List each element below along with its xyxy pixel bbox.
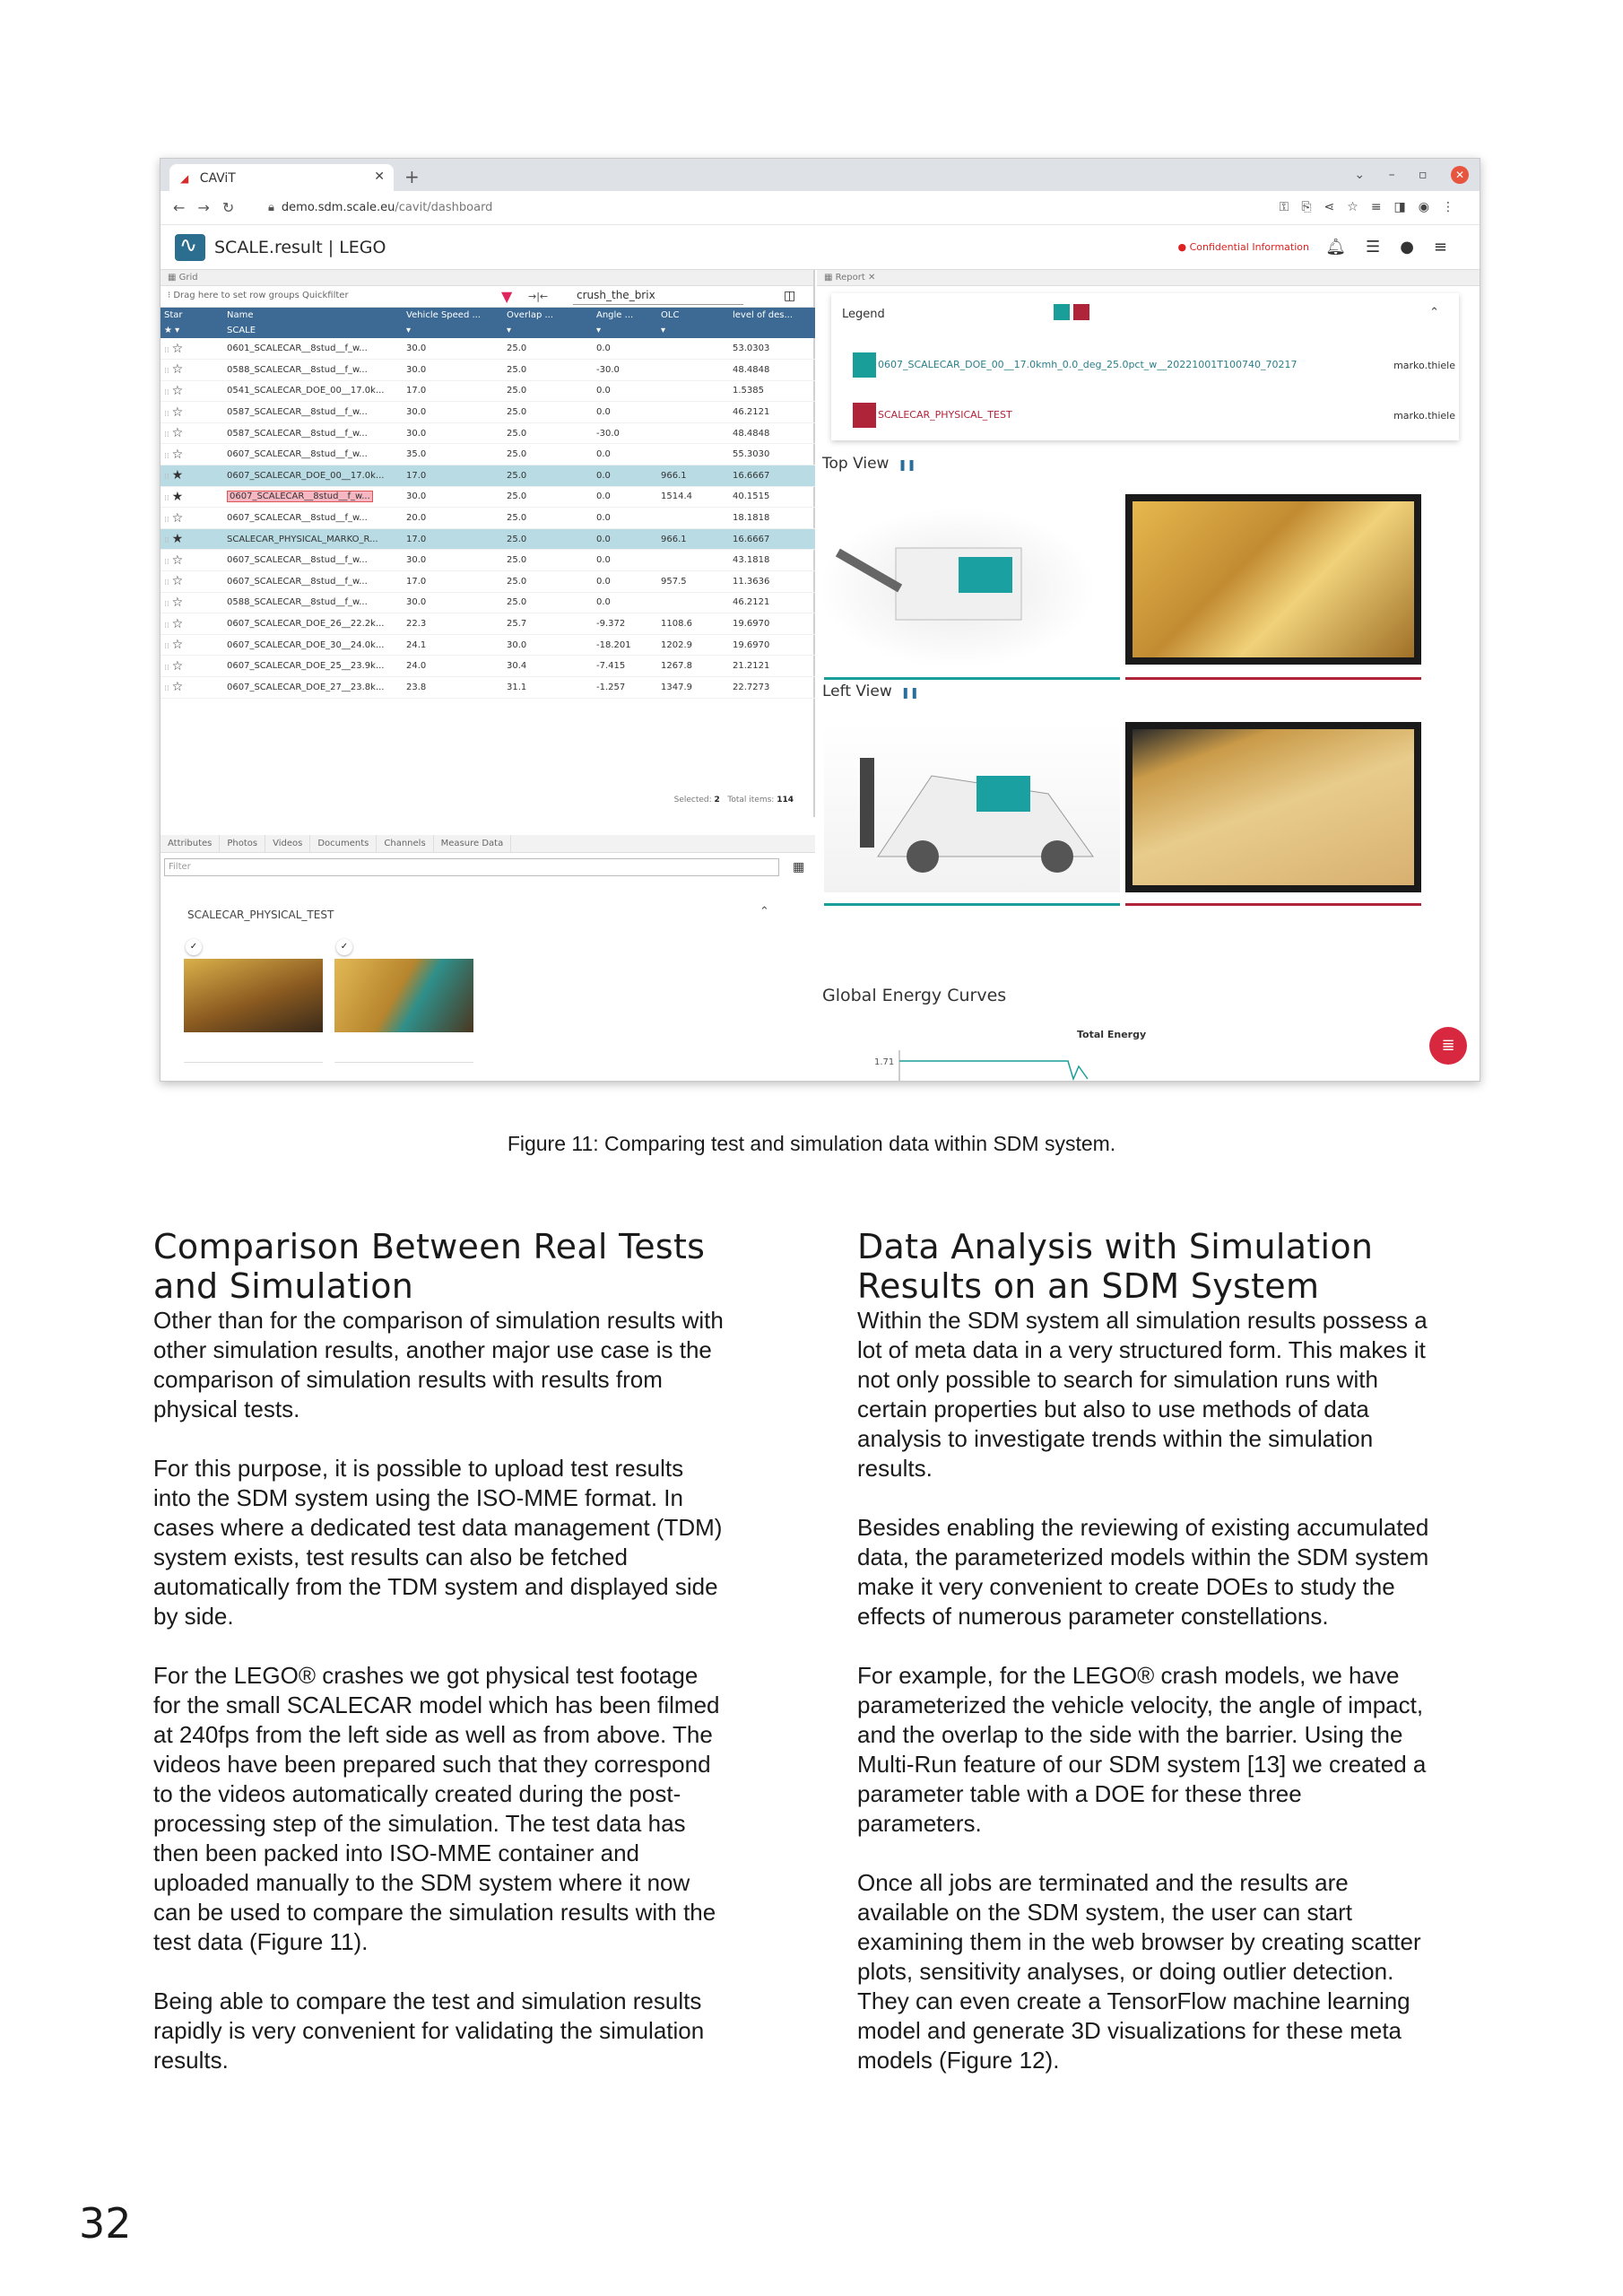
name-cell: 0607_SCALECAR__8stud__f_w... — [227, 449, 368, 460]
drag-handle-icon[interactable]: ⁞⁞ — [164, 599, 172, 609]
drag-handle-icon[interactable]: ⁞⁞ — [164, 430, 172, 440]
table-row[interactable] — [161, 656, 815, 677]
angle-cell: 0.0 — [596, 407, 611, 418]
name-cell: 0607_SCALECAR__8stud__f_w... — [227, 576, 368, 587]
angle-cell: 0.0 — [596, 449, 611, 460]
total-count: 114 — [777, 796, 794, 804]
url-field[interactable] — [268, 201, 492, 214]
olc-cell: 1108.6 — [661, 619, 692, 630]
drag-handle-icon[interactable]: ⁞⁞ — [164, 515, 172, 525]
angle-cell: -9.372 — [596, 619, 626, 630]
speed-cell: 30.0 — [406, 491, 427, 502]
star-outline-icon[interactable]: ☆ — [171, 552, 184, 568]
check-icon[interactable]: ✓ — [336, 939, 352, 955]
star-cell — [161, 571, 223, 593]
left-paragraph-3: For the LEGO® crashes we got physical test footage for the small SCALECAR model which has been filmed at 240fps from the left side as well as from above. The videos have been prepared such that they correspond to the videos automatically created during the post-processing step of the simulation. The test data has then been packed into ISO-MME container and uploaded manually to the SDM system where it now can be used to compare the simulation results with the test data (Figure 11). — [153, 1662, 720, 1955]
table-row[interactable] — [161, 465, 815, 487]
url-path: /cavit/dashboard — [395, 201, 493, 214]
col-header-level[interactable]: level of des... — [733, 310, 794, 320]
speed-cell: 17.0 — [406, 534, 427, 544]
bookmark-star-icon[interactable]: ☆ — [1347, 200, 1371, 214]
level-cell: 55.3030 — [733, 449, 770, 460]
angle-cell: 0.0 — [596, 597, 611, 608]
energy-chart-subtitle: Total Energy — [1077, 1029, 1147, 1040]
name-cell: 0607_SCALECAR_DOE_00__17.0k... — [227, 470, 385, 481]
speed-cell: 17.0 — [406, 470, 427, 481]
drag-handle-icon[interactable]: ⁞⁞ — [164, 684, 172, 694]
speed-cell: 24.1 — [406, 639, 427, 650]
tab-measure-data[interactable]: Measure Data — [434, 835, 512, 852]
overlap-cell: 25.0 — [507, 470, 527, 481]
name-cell: 0607_SCALECAR__8stud__f_w... — [227, 555, 368, 566]
star-cell — [161, 550, 223, 571]
angle-cell: -1.257 — [596, 682, 626, 692]
pause-icon[interactable]: ❚❚ — [900, 686, 919, 699]
col-header-overlap[interactable]: Overlap ... — [507, 310, 554, 320]
speed-cell: 30.0 — [406, 364, 427, 375]
overlap-cell: 25.0 — [507, 428, 527, 439]
olc-cell: 1267.8 — [661, 661, 692, 672]
physical-left-view — [1125, 722, 1421, 892]
star-cell — [161, 634, 223, 656]
url-host: demo.sdm.scale.eu — [281, 201, 395, 214]
star-outline-icon[interactable]: ☆ — [171, 595, 184, 610]
overlap-cell: 25.0 — [507, 449, 527, 460]
angle-cell: 0.0 — [596, 576, 611, 587]
page-number: 32 — [79, 2199, 132, 2248]
star-cell — [161, 380, 223, 402]
right-column — [857, 1227, 1431, 2105]
chevron-up-icon[interactable]: ⌃ — [1429, 306, 1439, 319]
name-cell: 0601_SCALECAR__8stud__f_w... — [227, 344, 368, 354]
results-table — [161, 308, 815, 699]
level-cell: 16.6667 — [733, 470, 770, 481]
reading-list-icon[interactable]: ≡ — [1370, 200, 1394, 214]
table-header-row — [161, 308, 815, 323]
speed-cell: 30.0 — [406, 597, 427, 608]
table-row[interactable] — [161, 338, 815, 360]
legend-swatches — [1054, 304, 1093, 324]
star-outline-icon[interactable]: ☆ — [171, 510, 184, 526]
star-outline-icon[interactable]: ☆ — [171, 426, 184, 441]
scale-logo-icon — [175, 234, 205, 261]
reload-icon[interactable]: ↻ — [221, 199, 247, 216]
legend-swatch[interactable] — [1054, 304, 1070, 320]
drag-handle-icon[interactable]: ⁞⁞ — [164, 345, 172, 355]
name-cell: 0541_SCALECAR_DOE_00__17.0k... — [227, 386, 385, 396]
level-cell: 18.1818 — [733, 513, 770, 524]
collection-select[interactable]: crush_the_brix — [573, 289, 743, 305]
energy-tick-label: 1.71 — [874, 1057, 895, 1067]
star-filled-icon[interactable]: ★ — [171, 468, 184, 483]
name-cell: 0587_SCALECAR__8stud__f_w... — [227, 407, 368, 418]
col-header-star[interactable]: Star — [164, 310, 183, 320]
test-color-bar — [1125, 677, 1421, 680]
key-icon[interactable]: ⚿ — [1279, 200, 1302, 214]
star-outline-icon[interactable]: ☆ — [171, 574, 184, 589]
maximize-icon[interactable]: ▫ — [1419, 168, 1428, 182]
share-icon[interactable]: ⋖ — [1324, 200, 1348, 214]
overlap-cell: 25.0 — [507, 576, 527, 587]
star-cell — [161, 592, 223, 613]
cavit-favicon-icon: ◢ — [180, 172, 189, 185]
new-tab-icon[interactable]: + — [404, 166, 420, 187]
photo-thumbnail[interactable] — [184, 942, 323, 1063]
level-cell: 16.6667 — [733, 534, 770, 544]
browser-toolbar-icons — [1280, 200, 1467, 214]
legend-user: marko.thiele — [1393, 360, 1455, 371]
table-row[interactable] — [161, 571, 815, 593]
level-cell: 1.5385 — [733, 386, 764, 396]
drag-handle-icon[interactable]: ⁞⁞ — [164, 663, 172, 673]
table-row[interactable] — [161, 486, 815, 508]
overlap-cell: 30.4 — [507, 661, 527, 672]
overlap-cell: 25.7 — [507, 619, 527, 630]
level-cell: 53.0303 — [733, 344, 770, 354]
speed-cell: 35.0 — [406, 449, 427, 460]
grid-view-icon[interactable]: ▦ — [793, 860, 805, 874]
drag-handle-icon[interactable]: ⁞⁞ — [164, 536, 172, 546]
angle-cell: 0.0 — [596, 491, 611, 502]
left-heading: Comparison Between Real Tests and Simulation — [153, 1227, 706, 1306]
report-panel — [817, 270, 1480, 1082]
name-cell: 0607_SCALECAR__8stud__f_w... — [227, 491, 373, 502]
star-outline-icon[interactable]: ☆ — [171, 404, 184, 420]
star-cell — [161, 508, 223, 529]
speed-cell: 30.0 — [406, 428, 427, 439]
speed-cell: 20.0 — [406, 513, 427, 524]
filter-cell[interactable]: ▾ — [507, 326, 512, 335]
photo-thumbnail[interactable] — [334, 942, 473, 1063]
star-cell — [161, 656, 223, 677]
photo-group-title: SCALECAR_PHYSICAL_TEST — [187, 909, 334, 921]
energy-curves-title: Global Energy Curves — [822, 986, 1007, 1005]
table-row[interactable] — [161, 402, 815, 423]
level-cell: 21.2121 — [733, 661, 770, 672]
header-icons — [1325, 238, 1467, 257]
table-row[interactable] — [161, 677, 815, 699]
name-cell: 0588_SCALECAR__8stud__f_w... — [227, 597, 368, 608]
angle-cell: 0.0 — [596, 470, 611, 481]
drag-handle-icon[interactable]: ⁞⁞ — [164, 451, 172, 461]
olc-cell: 1347.9 — [661, 682, 692, 692]
legend-swatch[interactable] — [1073, 304, 1089, 320]
star-cell — [161, 528, 223, 550]
table-row[interactable] — [161, 360, 815, 381]
level-cell: 43.1818 — [733, 555, 770, 566]
lock-icon: 🔒︎ — [268, 201, 274, 214]
drag-handle-icon[interactable]: ⁞⁞ — [164, 387, 172, 397]
overlap-cell: 25.0 — [507, 597, 527, 608]
name-cell: 0607_SCALECAR_DOE_27__23.8k... — [227, 682, 385, 692]
angle-cell: 0.0 — [596, 555, 611, 566]
close-window-icon[interactable]: ✕ — [1451, 166, 1469, 184]
grid-toolbar — [161, 286, 813, 308]
level-cell: 40.1515 — [733, 491, 770, 502]
right-paragraph-4: Once all jobs are terminated and the results are available on the SDM system, the user can start examining them in the web browser by creating scatter plots, sensitivity analyses, or doing outlier detection. They can even create a TensorFlow machine learning model and generate 3D visualizations for these meta models (Figure 12). — [857, 1869, 1421, 2074]
overlap-cell: 25.0 — [507, 344, 527, 354]
drag-handle-icon[interactable]: ⁞⁞ — [164, 642, 172, 652]
overlap-cell: 25.0 — [507, 364, 527, 375]
star-outline-icon[interactable]: ☆ — [171, 362, 184, 378]
details-filter-input[interactable]: Filter — [164, 858, 779, 876]
legend — [831, 293, 1459, 440]
right-heading: Data Analysis with Simulation Results on an SDM System — [857, 1227, 1374, 1306]
speed-cell: 22.3 — [406, 619, 427, 630]
legend-item[interactable]: SCALECAR_PHYSICAL_TEST — [853, 403, 1012, 428]
speed-cell: 30.0 — [406, 407, 427, 418]
menu-icon[interactable]: ≡ — [1433, 238, 1467, 257]
olc-cell: 1514.4 — [661, 491, 692, 502]
overlap-cell: 25.0 — [507, 534, 527, 544]
left-view-label: Left View ❚❚ — [822, 683, 919, 700]
speed-cell: 17.0 — [406, 386, 427, 396]
speed-cell: 17.0 — [406, 576, 427, 587]
speed-cell: 24.0 — [406, 661, 427, 672]
filter-cell[interactable] — [729, 323, 815, 338]
kebab-menu-icon[interactable]: ⋮ — [1442, 200, 1467, 214]
drag-handle-icon[interactable]: ⁞⁞ — [164, 621, 172, 631]
olc-cell: 1202.9 — [661, 639, 692, 650]
overlap-cell: 30.0 — [507, 639, 527, 650]
chevron-down-icon[interactable]: ⌄ — [1354, 168, 1366, 182]
right-paragraph-2: Besides enabling the reviewing of existing accumulated data, the parameterized models within the SDM system make it very convenient to create DOEs to study the effects of numerous parameter constellations. — [857, 1514, 1429, 1630]
tab-attributes[interactable]: Attributes — [161, 835, 220, 852]
forward-icon[interactable]: → — [197, 199, 222, 216]
translate-icon[interactable]: ⎘ — [1301, 200, 1324, 214]
row-group-dropzone[interactable]: ⁝ Drag here to set row groups Quickfilter — [168, 291, 349, 300]
name-cell: SCALECAR_PHYSICAL_MARKO_R... — [227, 534, 378, 544]
col-header-olc[interactable]: OLC — [661, 310, 680, 320]
app-title: SCALE.result | LEGO — [214, 238, 386, 257]
drag-handle-icon[interactable]: ⁞⁞ — [164, 367, 172, 377]
star-cell — [161, 444, 223, 465]
table-row[interactable] — [161, 613, 815, 635]
olc-cell: 966.1 — [661, 470, 687, 481]
filter-cell[interactable]: ▾ — [596, 326, 602, 335]
table-row[interactable] — [161, 634, 815, 656]
sim-color-bar — [824, 677, 1120, 680]
drag-handle-icon[interactable]: ⁞⁞ — [164, 473, 172, 483]
level-cell: 46.2121 — [733, 407, 770, 418]
level-cell: 19.6970 — [733, 639, 770, 650]
name-cell: 0607_SCALECAR_DOE_30__24.0k... — [227, 639, 385, 650]
name-cell: 0607_SCALECAR_DOE_25__23.9k... — [227, 661, 385, 672]
star-cell — [161, 677, 223, 699]
left-paragraph-1: Other than for the comparison of simulation results with other simulation results, another major use case is the comparison of simulation results with results from physical tests. — [153, 1307, 724, 1422]
overlap-cell: 25.0 — [507, 513, 527, 524]
filter-icon[interactable]: ▼ — [501, 288, 513, 305]
filter-cell[interactable]: ★ ▾ — [164, 326, 180, 335]
physical-top-view — [1125, 494, 1421, 665]
table-row[interactable] — [161, 508, 815, 529]
bell-icon[interactable]: 🔔︎ — [1325, 238, 1367, 257]
top-view-label: Top View ❚❚ — [822, 455, 916, 473]
confidential-badge: ● Confidential Information — [1178, 241, 1309, 253]
app-header — [161, 225, 1480, 270]
speed-cell: 30.0 — [406, 344, 427, 354]
star-cell — [161, 613, 223, 635]
legend-title: Legend — [842, 308, 885, 321]
table-row[interactable] — [161, 528, 815, 550]
pin-columns-icon[interactable]: →|← — [528, 291, 549, 302]
drag-handle-icon[interactable]: ⁞⁞ — [164, 493, 172, 503]
level-cell: 19.6970 — [733, 619, 770, 630]
star-outline-icon[interactable]: ☆ — [171, 341, 184, 356]
star-outline-icon[interactable]: ☆ — [171, 680, 184, 695]
angle-cell: -18.201 — [596, 639, 631, 650]
speed-cell: 30.0 — [406, 555, 427, 566]
grid-panel-label: ▦ Grid — [161, 270, 813, 286]
left-paragraph-2: For this purpose, it is possible to upload test results into the SDM system using the ISO-MME format. In cases where a dedicated test data management (TDM) system exists, test results can also be fetched automatically from the TDM system and displayed side by side. — [153, 1455, 723, 1630]
angle-cell: -30.0 — [596, 364, 620, 375]
report-panel-label: ▦ Report ✕ — [817, 270, 1480, 286]
account-icon[interactable]: ● — [1400, 238, 1434, 257]
angle-cell: 0.0 — [596, 513, 611, 524]
chevron-up-icon[interactable]: ⌃ — [759, 905, 769, 918]
star-cell — [161, 402, 223, 423]
minimize-icon[interactable]: – — [1388, 168, 1395, 182]
drag-handle-icon[interactable]: ⁞⁞ — [164, 409, 172, 419]
browser-tab[interactable] — [169, 164, 394, 191]
filter-cell[interactable]: ▾ — [661, 326, 666, 335]
name-cell: 0587_SCALECAR__8stud__f_w... — [227, 428, 368, 439]
simulation-left-view — [824, 722, 1120, 892]
name-cell: 0607_SCALECAR__8stud__f_w... — [227, 513, 368, 524]
speed-cell: 23.8 — [406, 682, 427, 692]
drag-handle-icon[interactable]: ⁞⁞ — [164, 578, 172, 588]
tab-documents[interactable]: Documents — [310, 835, 377, 852]
tab-videos[interactable]: Videos — [265, 835, 310, 852]
tab-channels[interactable]: Channels — [377, 835, 433, 852]
col-header-speed[interactable]: Vehicle Speed ... — [406, 310, 482, 320]
angle-cell: 0.0 — [596, 534, 611, 544]
table-row[interactable] — [161, 444, 815, 465]
legend-user: marko.thiele — [1393, 410, 1455, 422]
right-paragraph-3: For example, for the LEGO® crash models, we have parameterized the vehicle velocity, the angle of impact, and the overlap to the side with the barrier. Using the Multi-Run feature of our SDM system [13] we created a parameter table with a DOE for these three parameters. — [857, 1662, 1427, 1837]
star-cell — [161, 422, 223, 444]
energy-chart — [853, 1047, 1445, 1082]
drag-handle-icon[interactable]: ⁞⁞ — [164, 557, 172, 567]
level-cell: 48.4848 — [733, 428, 770, 439]
star-cell — [161, 360, 223, 381]
tab-title: CAViT — [199, 171, 236, 186]
nav-buttons — [173, 199, 247, 216]
report-menu-button[interactable]: ≣ — [1429, 1027, 1467, 1065]
angle-cell: -30.0 — [596, 428, 620, 439]
grid-footer: Selected: 2 Total items: 114 — [673, 796, 794, 804]
pause-icon[interactable]: ❚❚ — [898, 458, 916, 471]
columns-icon[interactable]: ◫ — [784, 289, 796, 303]
profile-icon[interactable]: ◉ — [1418, 200, 1442, 214]
level-cell: 48.4848 — [733, 364, 770, 375]
check-icon[interactable]: ✓ — [186, 939, 202, 955]
selected-count: 2 — [714, 796, 720, 804]
window-controls — [1334, 166, 1469, 184]
star-filled-icon[interactable]: ★ — [171, 532, 184, 547]
angle-cell: 0.0 — [596, 386, 611, 396]
star-outline-icon[interactable]: ☆ — [171, 383, 184, 398]
star-outline-icon[interactable]: ☆ — [171, 447, 184, 462]
sidepanel-icon[interactable]: ◨ — [1393, 200, 1419, 214]
table-row[interactable] — [161, 380, 815, 402]
table-filter-row — [161, 323, 815, 338]
star-cell — [161, 465, 223, 487]
grid-panel — [161, 270, 815, 817]
star-outline-icon[interactable]: ☆ — [171, 638, 184, 653]
address-bar — [161, 191, 1480, 225]
right-paragraph-1: Within the SDM system all simulation results possess a lot of meta data in a very structured form. This makes it not only possible to search for simulation runs with certain properties but also to use methods of data analysis to investigate trends within the simulation results. — [857, 1307, 1428, 1482]
overlap-cell: 31.1 — [507, 682, 527, 692]
dashboard-screenshot — [160, 158, 1480, 1082]
table-row[interactable] — [161, 422, 815, 444]
sim-color-bar — [824, 903, 1120, 906]
olc-cell: 966.1 — [661, 534, 687, 544]
name-cell: 0607_SCALECAR_DOE_26__22.2k... — [227, 619, 385, 630]
overlap-cell: 25.0 — [507, 555, 527, 566]
simulation-top-view — [824, 494, 1120, 665]
browser-tab-bar — [161, 159, 1480, 191]
star-outline-icon[interactable]: ☆ — [171, 658, 184, 674]
star-cell — [161, 486, 223, 508]
overlap-cell: 25.0 — [507, 386, 527, 396]
overlap-cell: 25.0 — [507, 491, 527, 502]
table-body — [161, 338, 815, 698]
col-header-angle[interactable]: Angle ... — [596, 310, 634, 320]
legend-item[interactable]: 0607_SCALECAR_DOE_00__17.0kmh_0.0_deg_25.0pct_w__20221001T100740_70217 — [853, 352, 1297, 378]
filter-cell[interactable]: ▾ — [406, 326, 412, 335]
angle-cell: -7.415 — [596, 661, 626, 672]
details-tabs — [161, 835, 815, 853]
figure-caption: Figure 11: Comparing test and simulation data within SDM system. — [507, 1132, 1116, 1155]
star-cell — [161, 338, 223, 360]
tab-photos[interactable]: Photos — [220, 835, 265, 852]
left-column — [153, 1227, 727, 2105]
table-row[interactable] — [161, 550, 815, 571]
angle-cell: 0.0 — [596, 344, 611, 354]
table-row[interactable] — [161, 592, 815, 613]
level-cell: 11.3636 — [733, 576, 770, 587]
star-filled-icon[interactable]: ★ — [171, 489, 184, 504]
back-icon[interactable]: ← — [173, 199, 198, 216]
list-settings-icon[interactable]: ☰ — [1366, 238, 1401, 257]
level-cell: 22.7273 — [733, 682, 770, 692]
name-filter-cell[interactable]: SCALE — [227, 326, 256, 335]
test-color-bar — [1125, 903, 1421, 906]
col-header-name[interactable]: Name — [227, 310, 254, 320]
olc-cell: 957.5 — [661, 576, 687, 587]
star-outline-icon[interactable]: ☆ — [171, 616, 184, 631]
name-cell: 0588_SCALECAR__8stud__f_w... — [227, 364, 368, 375]
close-tab-icon[interactable]: ✕ — [374, 170, 385, 184]
left-paragraph-4: Being able to compare the test and simulation results rapidly is very convenient for validating the simulation results. — [153, 1987, 705, 2074]
level-cell: 46.2121 — [733, 597, 770, 608]
overlap-cell: 25.0 — [507, 407, 527, 418]
